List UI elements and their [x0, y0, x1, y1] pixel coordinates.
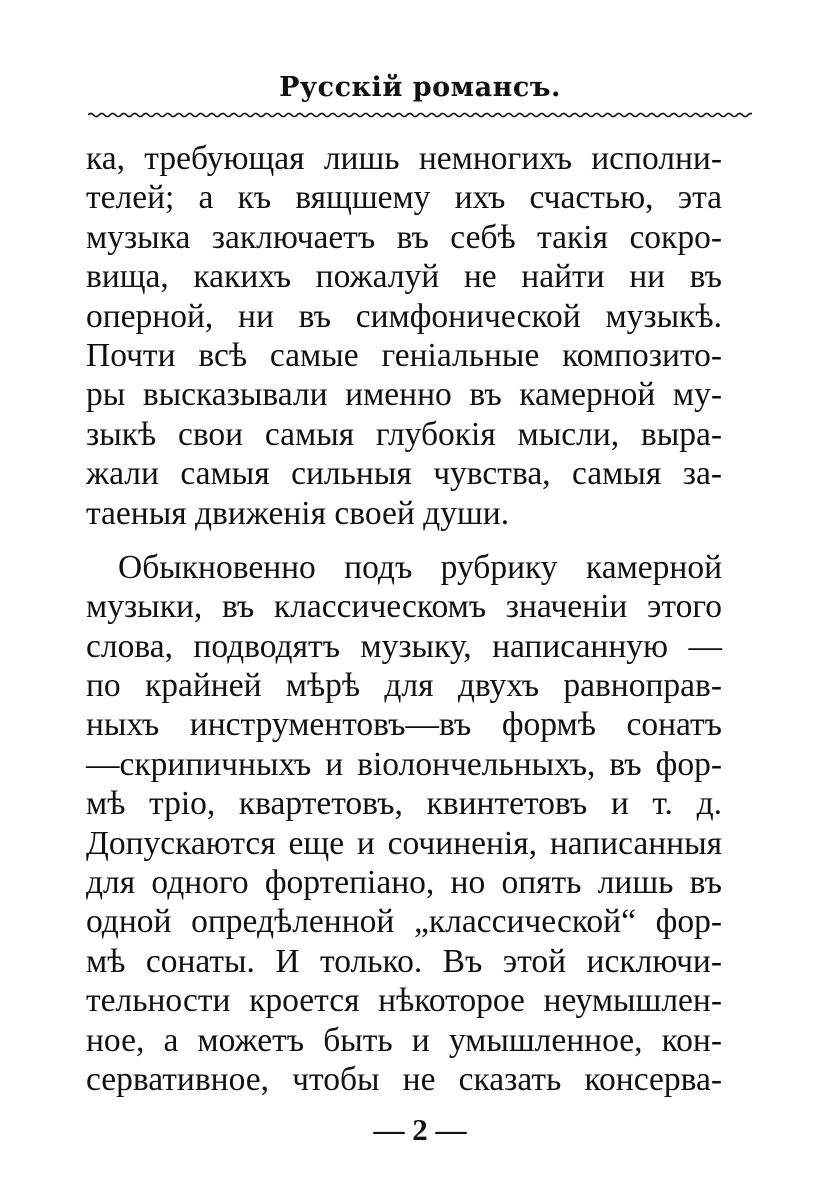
text-line: слова, подводятъ музыку, написанную —	[86, 627, 722, 665]
text-line: ное, а можетъ быть и умышленное, кон-	[86, 1021, 722, 1059]
text-line: вища, какихъ пожалуй не найти ни въ	[86, 258, 722, 296]
paragraph-gap	[86, 533, 722, 548]
text-line: Обыкновенно подъ рубрику камерной	[118, 548, 722, 586]
text-line: одной опредѣленной „классической“ фор-	[86, 903, 722, 941]
text-line: —скрипичныхъ и віолончельныхъ, въ фор-	[86, 745, 722, 783]
text-line: Допускаются еще и сочиненія, написанныя	[86, 824, 722, 862]
text-line: музыки, въ классическомъ значеніи этого	[86, 588, 722, 626]
text-line: сервативное, чтобы не сказать консерва-	[86, 1060, 722, 1098]
text-line: мѣ сонаты. И только. Въ этой исключи-	[86, 942, 722, 980]
text-line: для одного фортепіано, но опять лишь въ	[86, 864, 722, 902]
text-line: ныхъ инструментовъ—въ формѣ сонатъ	[86, 706, 722, 744]
paragraph-2	[86, 548, 722, 1099]
running-title: Русскій романсъ.	[279, 72, 561, 103]
body-text	[86, 139, 722, 1099]
text-line: музыка заключаетъ въ себѣ такія сокро-	[86, 218, 722, 256]
text-line: ка, требующая лишь немногихъ исполни-	[86, 140, 722, 177]
wavy-rule-divider	[88, 108, 752, 122]
text-line: тельности кроется нѣкоторое неумышлен-	[86, 982, 722, 1020]
text-line: мѣ тріо, квартетовъ, квинтетовъ и т. д.	[86, 785, 722, 823]
text-line: таеныя движенія своей души.	[86, 494, 510, 532]
text-line: жали самыя сильныя чувства, самыя за-	[86, 455, 722, 493]
text-line: ры высказывали именно въ камерной му-	[86, 376, 722, 414]
text-line: телей; а къ вящшему ихъ счастью, эта	[86, 179, 722, 217]
text-line: по крайней мѣрѣ для двухъ равноправ-	[86, 667, 722, 705]
page-number: — 2 —	[373, 1112, 467, 1147]
text-line: Почти всѣ самые геніальные композито-	[86, 336, 722, 374]
text-line: оперной, ни въ симфонической музыкѣ.	[86, 297, 722, 335]
paragraph-1	[86, 139, 722, 533]
text-line: зыкѣ свои самыя глубокія мысли, выра-	[86, 415, 722, 453]
